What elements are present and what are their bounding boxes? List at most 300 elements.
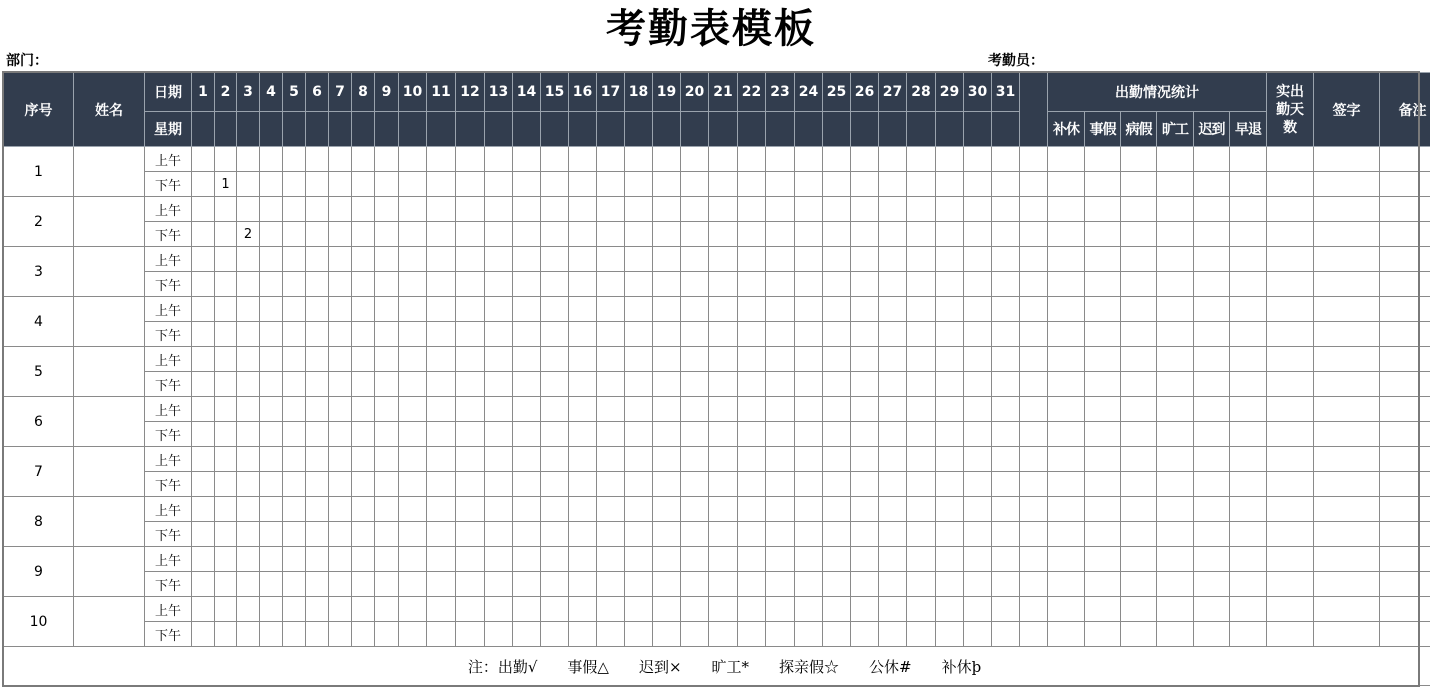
day-cell[interactable] xyxy=(569,447,597,472)
day-cell[interactable] xyxy=(569,222,597,247)
stat-cell[interactable] xyxy=(1314,272,1380,297)
day-cell[interactable] xyxy=(653,172,681,197)
day-cell[interactable] xyxy=(851,172,879,197)
day-cell[interactable] xyxy=(329,297,352,322)
day-cell[interactable] xyxy=(192,572,215,597)
stat-cell[interactable] xyxy=(1230,472,1267,497)
day-cell[interactable] xyxy=(456,472,485,497)
day-cell[interactable] xyxy=(329,397,352,422)
stat-cell[interactable] xyxy=(1230,572,1267,597)
day-cell[interactable] xyxy=(329,597,352,622)
day-cell[interactable] xyxy=(283,197,306,222)
day-cell[interactable] xyxy=(541,297,569,322)
day-cell[interactable] xyxy=(427,572,456,597)
day-cell[interactable] xyxy=(625,147,653,172)
day-cell[interactable] xyxy=(992,447,1020,472)
day-cell[interactable] xyxy=(851,572,879,597)
day-cell[interactable] xyxy=(823,247,851,272)
day-cell[interactable] xyxy=(766,522,795,547)
day-cell[interactable] xyxy=(215,147,237,172)
day-cell[interactable] xyxy=(936,472,964,497)
day-cell[interactable] xyxy=(456,447,485,472)
stat-cell[interactable] xyxy=(1157,572,1194,597)
day-cell[interactable] xyxy=(513,547,541,572)
day-cell[interactable] xyxy=(597,147,625,172)
day-cell[interactable] xyxy=(513,322,541,347)
day-cell[interactable] xyxy=(681,197,709,222)
stat-cell[interactable] xyxy=(1380,172,1430,197)
day-cell[interactable] xyxy=(456,547,485,572)
day-cell[interactable] xyxy=(569,347,597,372)
day-cell[interactable] xyxy=(329,347,352,372)
day-cell[interactable] xyxy=(653,447,681,472)
day-cell[interactable] xyxy=(329,472,352,497)
day-cell[interactable] xyxy=(907,147,936,172)
day-cell[interactable] xyxy=(215,372,237,397)
day-cell[interactable] xyxy=(569,472,597,497)
day-cell[interactable] xyxy=(427,372,456,397)
day-cell[interactable] xyxy=(260,372,283,397)
day-cell[interactable] xyxy=(795,147,823,172)
day-cell[interactable] xyxy=(427,472,456,497)
stat-cell[interactable] xyxy=(1085,247,1121,272)
day-cell[interactable] xyxy=(375,522,399,547)
day-cell[interactable] xyxy=(795,247,823,272)
day-cell[interactable] xyxy=(879,547,907,572)
day-cell[interactable] xyxy=(375,297,399,322)
day-cell[interactable] xyxy=(823,472,851,497)
stat-cell[interactable] xyxy=(1380,497,1430,522)
day-cell[interactable] xyxy=(329,572,352,597)
day-cell[interactable] xyxy=(823,297,851,322)
day-cell[interactable] xyxy=(237,322,260,347)
day-cell[interactable] xyxy=(427,247,456,272)
day-cell[interactable] xyxy=(541,597,569,622)
day-cell[interactable] xyxy=(738,197,766,222)
stat-cell[interactable] xyxy=(1380,347,1430,372)
day-cell[interactable] xyxy=(427,272,456,297)
day-cell[interactable] xyxy=(485,422,513,447)
day-cell[interactable] xyxy=(992,597,1020,622)
day-cell[interactable] xyxy=(352,597,375,622)
day-cell[interactable] xyxy=(399,397,427,422)
day-cell[interactable] xyxy=(306,397,329,422)
day-cell[interactable] xyxy=(653,497,681,522)
stat-cell[interactable] xyxy=(1121,322,1157,347)
day-cell[interactable] xyxy=(766,472,795,497)
day-cell[interactable] xyxy=(399,447,427,472)
day-cell[interactable] xyxy=(851,347,879,372)
stat-cell[interactable] xyxy=(1121,447,1157,472)
day-cell[interactable] xyxy=(738,422,766,447)
day-cell[interactable] xyxy=(625,247,653,272)
day-cell[interactable] xyxy=(766,322,795,347)
day-cell[interactable] xyxy=(399,472,427,497)
stat-cell[interactable] xyxy=(1267,472,1314,497)
day-cell[interactable] xyxy=(625,472,653,497)
day-cell[interactable] xyxy=(738,522,766,547)
day-cell[interactable] xyxy=(879,622,907,647)
day-cell[interactable] xyxy=(237,597,260,622)
day-cell[interactable] xyxy=(879,222,907,247)
stat-cell[interactable] xyxy=(1194,222,1230,247)
day-cell[interactable] xyxy=(597,322,625,347)
day-cell[interactable] xyxy=(625,347,653,372)
day-cell[interactable] xyxy=(851,322,879,347)
day-cell[interactable] xyxy=(427,397,456,422)
day-cell[interactable] xyxy=(992,472,1020,497)
day-cell[interactable] xyxy=(427,447,456,472)
day-cell[interactable] xyxy=(936,372,964,397)
day-cell[interactable] xyxy=(485,597,513,622)
day-cell[interactable] xyxy=(283,222,306,247)
day-cell[interactable] xyxy=(907,222,936,247)
day-cell[interactable] xyxy=(192,447,215,472)
day-cell[interactable] xyxy=(738,322,766,347)
day-cell[interactable] xyxy=(456,347,485,372)
day-cell[interactable] xyxy=(597,572,625,597)
day-cell[interactable] xyxy=(709,147,738,172)
day-cell[interactable] xyxy=(260,297,283,322)
day-cell[interactable] xyxy=(375,547,399,572)
day-cell[interactable] xyxy=(851,422,879,447)
day-cell[interactable] xyxy=(766,147,795,172)
day-cell[interactable] xyxy=(964,147,992,172)
day-cell[interactable] xyxy=(964,547,992,572)
day-cell[interactable] xyxy=(485,247,513,272)
row-name-cell[interactable] xyxy=(74,397,145,447)
stat-cell[interactable] xyxy=(1048,272,1085,297)
day-cell[interactable] xyxy=(485,297,513,322)
day-cell[interactable] xyxy=(485,372,513,397)
day-cell[interactable] xyxy=(283,422,306,447)
day-cell[interactable] xyxy=(653,222,681,247)
day-cell[interactable] xyxy=(681,622,709,647)
day-cell[interactable] xyxy=(992,322,1020,347)
day-cell[interactable] xyxy=(851,597,879,622)
day-cell[interactable] xyxy=(192,147,215,172)
stat-cell[interactable] xyxy=(1157,622,1194,647)
stat-cell[interactable] xyxy=(1230,222,1267,247)
stat-cell[interactable] xyxy=(1314,147,1380,172)
day-cell[interactable] xyxy=(485,472,513,497)
day-cell[interactable] xyxy=(569,547,597,572)
day-cell[interactable] xyxy=(597,172,625,197)
day-cell[interactable] xyxy=(456,272,485,297)
day-cell[interactable] xyxy=(260,197,283,222)
day-cell[interactable] xyxy=(681,247,709,272)
day-cell[interactable] xyxy=(215,397,237,422)
day-cell[interactable] xyxy=(653,322,681,347)
stat-cell[interactable] xyxy=(1121,197,1157,222)
day-cell[interactable] xyxy=(851,447,879,472)
day-cell[interactable] xyxy=(992,222,1020,247)
day-cell[interactable] xyxy=(709,222,738,247)
day-cell[interactable] xyxy=(513,222,541,247)
day-cell[interactable] xyxy=(456,197,485,222)
stat-cell[interactable] xyxy=(1314,547,1380,572)
day-cell[interactable] xyxy=(907,597,936,622)
day-cell[interactable] xyxy=(653,547,681,572)
day-cell[interactable] xyxy=(681,447,709,472)
day-cell[interactable] xyxy=(485,397,513,422)
day-cell[interactable] xyxy=(485,197,513,222)
day-cell[interactable] xyxy=(306,372,329,397)
day-cell[interactable] xyxy=(879,322,907,347)
day-cell[interactable] xyxy=(851,222,879,247)
day-cell[interactable] xyxy=(738,347,766,372)
day-cell[interactable] xyxy=(907,422,936,447)
stat-cell[interactable] xyxy=(1157,497,1194,522)
day-cell[interactable] xyxy=(823,397,851,422)
day-cell[interactable] xyxy=(936,147,964,172)
day-cell[interactable] xyxy=(513,347,541,372)
stat-cell[interactable] xyxy=(1085,597,1121,622)
stat-cell[interactable] xyxy=(1121,297,1157,322)
stat-cell[interactable] xyxy=(1380,272,1430,297)
stat-cell[interactable] xyxy=(1267,497,1314,522)
stat-cell[interactable] xyxy=(1267,322,1314,347)
day-cell[interactable] xyxy=(907,547,936,572)
day-cell[interactable] xyxy=(329,497,352,522)
day-cell[interactable] xyxy=(823,497,851,522)
stat-cell[interactable] xyxy=(1230,447,1267,472)
day-cell[interactable] xyxy=(215,597,237,622)
day-cell[interactable] xyxy=(329,372,352,397)
day-cell[interactable] xyxy=(709,297,738,322)
day-cell[interactable] xyxy=(513,447,541,472)
day-cell[interactable] xyxy=(964,322,992,347)
stat-cell[interactable] xyxy=(1194,522,1230,547)
day-cell[interactable] xyxy=(879,447,907,472)
day-cell[interactable] xyxy=(306,597,329,622)
day-cell[interactable] xyxy=(541,422,569,447)
day-cell[interactable] xyxy=(738,397,766,422)
stat-cell[interactable] xyxy=(1380,597,1430,622)
day-cell[interactable] xyxy=(964,572,992,597)
day-cell[interactable] xyxy=(709,247,738,272)
day-cell[interactable] xyxy=(456,147,485,172)
stat-cell[interactable] xyxy=(1230,147,1267,172)
day-cell[interactable] xyxy=(260,597,283,622)
day-cell[interactable] xyxy=(681,497,709,522)
day-cell[interactable] xyxy=(260,472,283,497)
day-cell[interactable] xyxy=(215,197,237,222)
day-cell[interactable] xyxy=(485,322,513,347)
day-cell[interactable] xyxy=(597,447,625,472)
stat-cell[interactable] xyxy=(1157,322,1194,347)
day-cell[interactable] xyxy=(851,147,879,172)
stat-cell[interactable] xyxy=(1380,397,1430,422)
stat-cell[interactable] xyxy=(1157,397,1194,422)
stat-cell[interactable] xyxy=(1380,622,1430,647)
stat-cell[interactable] xyxy=(1085,147,1121,172)
day-cell[interactable] xyxy=(329,197,352,222)
day-cell[interactable] xyxy=(283,147,306,172)
day-cell[interactable] xyxy=(625,322,653,347)
day-cell[interactable] xyxy=(653,272,681,297)
day-cell[interactable] xyxy=(625,597,653,622)
day-cell[interactable] xyxy=(653,572,681,597)
stat-cell[interactable] xyxy=(1048,172,1085,197)
day-cell[interactable] xyxy=(375,397,399,422)
day-cell[interactable] xyxy=(936,572,964,597)
day-cell[interactable] xyxy=(709,622,738,647)
stat-cell[interactable] xyxy=(1020,297,1048,322)
day-cell[interactable] xyxy=(541,172,569,197)
day-cell[interactable] xyxy=(936,597,964,622)
day-cell[interactable] xyxy=(795,322,823,347)
stat-cell[interactable] xyxy=(1230,197,1267,222)
day-cell[interactable] xyxy=(352,497,375,522)
day-cell[interactable] xyxy=(541,497,569,522)
stat-cell[interactable] xyxy=(1194,247,1230,272)
day-cell[interactable] xyxy=(427,622,456,647)
day-cell[interactable] xyxy=(306,522,329,547)
day-cell[interactable] xyxy=(992,397,1020,422)
day-cell[interactable] xyxy=(766,272,795,297)
day-cell[interactable] xyxy=(709,422,738,447)
day-cell[interactable] xyxy=(375,422,399,447)
stat-cell[interactable] xyxy=(1121,522,1157,547)
stat-cell[interactable] xyxy=(1267,397,1314,422)
day-cell[interactable] xyxy=(283,622,306,647)
day-cell[interactable] xyxy=(653,197,681,222)
stat-cell[interactable] xyxy=(1157,222,1194,247)
day-cell[interactable] xyxy=(399,347,427,372)
stat-cell[interactable] xyxy=(1085,397,1121,422)
day-cell[interactable] xyxy=(283,322,306,347)
stat-cell[interactable] xyxy=(1194,447,1230,472)
day-cell[interactable] xyxy=(597,622,625,647)
day-cell[interactable] xyxy=(399,372,427,397)
day-cell[interactable] xyxy=(597,272,625,297)
stat-cell[interactable] xyxy=(1020,447,1048,472)
stat-cell[interactable] xyxy=(1157,597,1194,622)
day-cell[interactable] xyxy=(936,622,964,647)
stat-cell[interactable] xyxy=(1020,347,1048,372)
day-cell[interactable] xyxy=(907,322,936,347)
day-cell[interactable] xyxy=(456,522,485,547)
stat-cell[interactable] xyxy=(1048,422,1085,447)
day-cell[interactable] xyxy=(306,547,329,572)
day-cell[interactable] xyxy=(375,247,399,272)
day-cell[interactable] xyxy=(625,447,653,472)
day-cell[interactable] xyxy=(215,522,237,547)
day-cell[interactable] xyxy=(485,272,513,297)
stat-cell[interactable] xyxy=(1267,622,1314,647)
day-cell[interactable] xyxy=(541,247,569,272)
stat-cell[interactable] xyxy=(1121,272,1157,297)
day-cell[interactable] xyxy=(375,447,399,472)
stat-cell[interactable] xyxy=(1048,522,1085,547)
day-cell[interactable] xyxy=(907,247,936,272)
day-cell[interactable] xyxy=(456,297,485,322)
day-cell[interactable] xyxy=(569,247,597,272)
day-cell[interactable] xyxy=(823,222,851,247)
day-cell[interactable] xyxy=(653,422,681,447)
stat-cell[interactable] xyxy=(1230,247,1267,272)
day-cell[interactable] xyxy=(192,597,215,622)
day-cell[interactable] xyxy=(709,497,738,522)
stat-cell[interactable] xyxy=(1230,172,1267,197)
stat-cell[interactable] xyxy=(1267,272,1314,297)
day-cell[interactable] xyxy=(738,272,766,297)
day-cell[interactable] xyxy=(653,347,681,372)
stat-cell[interactable] xyxy=(1020,597,1048,622)
day-cell[interactable] xyxy=(215,347,237,372)
day-cell[interactable] xyxy=(513,247,541,272)
day-cell[interactable] xyxy=(653,597,681,622)
day-cell[interactable] xyxy=(260,397,283,422)
day-cell[interactable] xyxy=(879,522,907,547)
stat-cell[interactable] xyxy=(1020,622,1048,647)
stat-cell[interactable] xyxy=(1314,222,1380,247)
day-cell[interactable] xyxy=(823,172,851,197)
stat-cell[interactable] xyxy=(1267,147,1314,172)
stat-cell[interactable] xyxy=(1121,372,1157,397)
stat-cell[interactable] xyxy=(1267,447,1314,472)
stat-cell[interactable] xyxy=(1121,247,1157,272)
stat-cell[interactable] xyxy=(1157,447,1194,472)
day-cell[interactable] xyxy=(569,397,597,422)
stat-cell[interactable] xyxy=(1314,597,1380,622)
day-cell[interactable] xyxy=(306,497,329,522)
day-cell[interactable] xyxy=(851,247,879,272)
stat-cell[interactable] xyxy=(1380,222,1430,247)
day-cell[interactable] xyxy=(795,547,823,572)
day-cell[interactable] xyxy=(513,147,541,172)
stat-cell[interactable] xyxy=(1230,297,1267,322)
stat-cell[interactable] xyxy=(1194,472,1230,497)
day-cell[interactable] xyxy=(569,422,597,447)
day-cell[interactable] xyxy=(427,222,456,247)
stat-cell[interactable] xyxy=(1048,147,1085,172)
stat-cell[interactable] xyxy=(1380,297,1430,322)
day-cell[interactable] xyxy=(879,472,907,497)
day-cell[interactable] xyxy=(215,497,237,522)
day-cell[interactable] xyxy=(306,322,329,347)
day-cell[interactable] xyxy=(329,447,352,472)
day-cell[interactable] xyxy=(823,572,851,597)
day-cell[interactable] xyxy=(709,572,738,597)
day-cell[interactable] xyxy=(427,347,456,372)
day-cell[interactable] xyxy=(992,622,1020,647)
stat-cell[interactable] xyxy=(1085,522,1121,547)
day-cell[interactable] xyxy=(485,497,513,522)
day-cell[interactable] xyxy=(992,147,1020,172)
stat-cell[interactable] xyxy=(1121,222,1157,247)
day-cell[interactable] xyxy=(237,372,260,397)
day-cell[interactable]: 1 xyxy=(215,172,237,197)
day-cell[interactable] xyxy=(399,172,427,197)
day-cell[interactable] xyxy=(237,522,260,547)
day-cell[interactable] xyxy=(427,597,456,622)
stat-cell[interactable] xyxy=(1194,147,1230,172)
day-cell[interactable] xyxy=(541,472,569,497)
stat-cell[interactable] xyxy=(1085,447,1121,472)
day-cell[interactable] xyxy=(352,372,375,397)
day-cell[interactable] xyxy=(709,547,738,572)
stat-cell[interactable] xyxy=(1314,372,1380,397)
day-cell[interactable] xyxy=(964,297,992,322)
day-cell[interactable] xyxy=(260,572,283,597)
day-cell[interactable] xyxy=(964,397,992,422)
stat-cell[interactable] xyxy=(1048,497,1085,522)
day-cell[interactable] xyxy=(681,322,709,347)
day-cell[interactable] xyxy=(681,422,709,447)
day-cell[interactable] xyxy=(597,297,625,322)
